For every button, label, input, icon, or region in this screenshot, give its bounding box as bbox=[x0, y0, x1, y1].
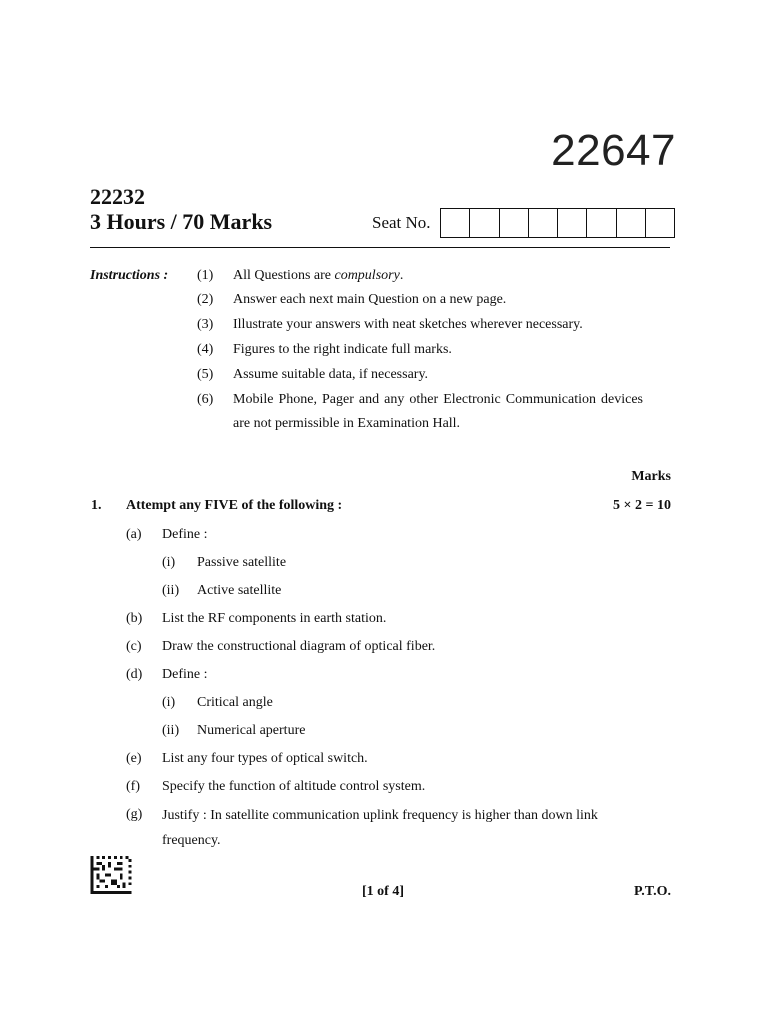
subpart-text: Critical angle bbox=[197, 695, 273, 710]
seat-no-digit-box[interactable] bbox=[558, 209, 587, 237]
seat-no-digit-box[interactable] bbox=[587, 209, 616, 237]
part-letter: (d) bbox=[126, 667, 143, 682]
subject-code: 22232 bbox=[90, 184, 145, 209]
seat-no-digit-box[interactable] bbox=[646, 209, 674, 237]
part-letter: (g) bbox=[126, 807, 143, 822]
seat-no-digit-box[interactable] bbox=[441, 209, 470, 237]
duration-marks: 3 Hours / 70 Marks bbox=[90, 209, 273, 234]
instruction-number: (6) bbox=[197, 392, 214, 407]
part-letter: (b) bbox=[126, 611, 143, 626]
part-letter: (e) bbox=[126, 751, 142, 766]
instruction-text: Illustrate your answers with neat sketches wherever necessary. bbox=[233, 317, 583, 332]
instruction-number: (2) bbox=[197, 292, 214, 307]
part-letter: (a) bbox=[126, 527, 142, 542]
instruction-text: Figures to the right indicate full marks. bbox=[233, 342, 452, 357]
instruction-text: Mobile Phone, Pager and any other Electronic Communication devices are not permissible in Examination Hall. bbox=[233, 392, 643, 431]
part-letter: (f) bbox=[126, 779, 140, 794]
part-text: Specify the function of altitude control system. bbox=[162, 779, 426, 794]
question-paper-code: 22647 bbox=[551, 126, 676, 175]
seat-no-boxes[interactable] bbox=[440, 208, 675, 238]
question-marks: 5 × 2 = 10 bbox=[613, 498, 671, 513]
seat-no-label: Seat No. bbox=[372, 213, 431, 232]
subpart-number: (i) bbox=[162, 695, 176, 710]
seat-no-digit-box[interactable] bbox=[529, 209, 558, 237]
seat-no-digit-box[interactable] bbox=[500, 209, 529, 237]
instruction-text: Answer each next main Question on a new page. bbox=[233, 292, 507, 307]
question-title: Attempt any FIVE of the following : bbox=[126, 498, 343, 513]
part-text: List the RF components in earth station. bbox=[162, 611, 387, 626]
part-text: Draw the constructional diagram of optical fiber. bbox=[162, 639, 436, 654]
subpart-number: (ii) bbox=[162, 583, 180, 598]
subpart-number: (ii) bbox=[162, 723, 180, 738]
instruction-number: (5) bbox=[197, 367, 214, 382]
instruction-text: Assume suitable data, if necessary. bbox=[233, 367, 429, 382]
subpart-text: Active satellite bbox=[197, 583, 282, 598]
instruction-text: All Questions are compulsory. bbox=[233, 268, 404, 283]
datamatrix-code-icon bbox=[90, 856, 132, 894]
part-text: Define : bbox=[162, 667, 208, 682]
instructions-label: Instructions : bbox=[90, 268, 169, 283]
header-divider bbox=[90, 247, 670, 248]
page-number: [1 of 4] bbox=[362, 884, 404, 899]
seat-no-digit-box[interactable] bbox=[470, 209, 499, 237]
part-text: Define : bbox=[162, 527, 208, 542]
please-turn-over: P.T.O. bbox=[634, 884, 671, 899]
instruction-number: (1) bbox=[197, 268, 214, 283]
marks-column-heading: Marks bbox=[631, 469, 671, 484]
subpart-text: Numerical aperture bbox=[197, 723, 306, 738]
instruction-number: (3) bbox=[197, 317, 214, 332]
subpart-number: (i) bbox=[162, 555, 176, 570]
part-text: Justify : In satellite communication uplink frequency is higher than down link frequency. bbox=[162, 808, 598, 848]
subpart-text: Passive satellite bbox=[197, 555, 287, 570]
instruction-number: (4) bbox=[197, 342, 214, 357]
seat-no-digit-box[interactable] bbox=[617, 209, 646, 237]
part-text: List any four types of optical switch. bbox=[162, 751, 368, 766]
part-letter: (c) bbox=[126, 639, 142, 654]
question-number: 1. bbox=[91, 498, 102, 513]
